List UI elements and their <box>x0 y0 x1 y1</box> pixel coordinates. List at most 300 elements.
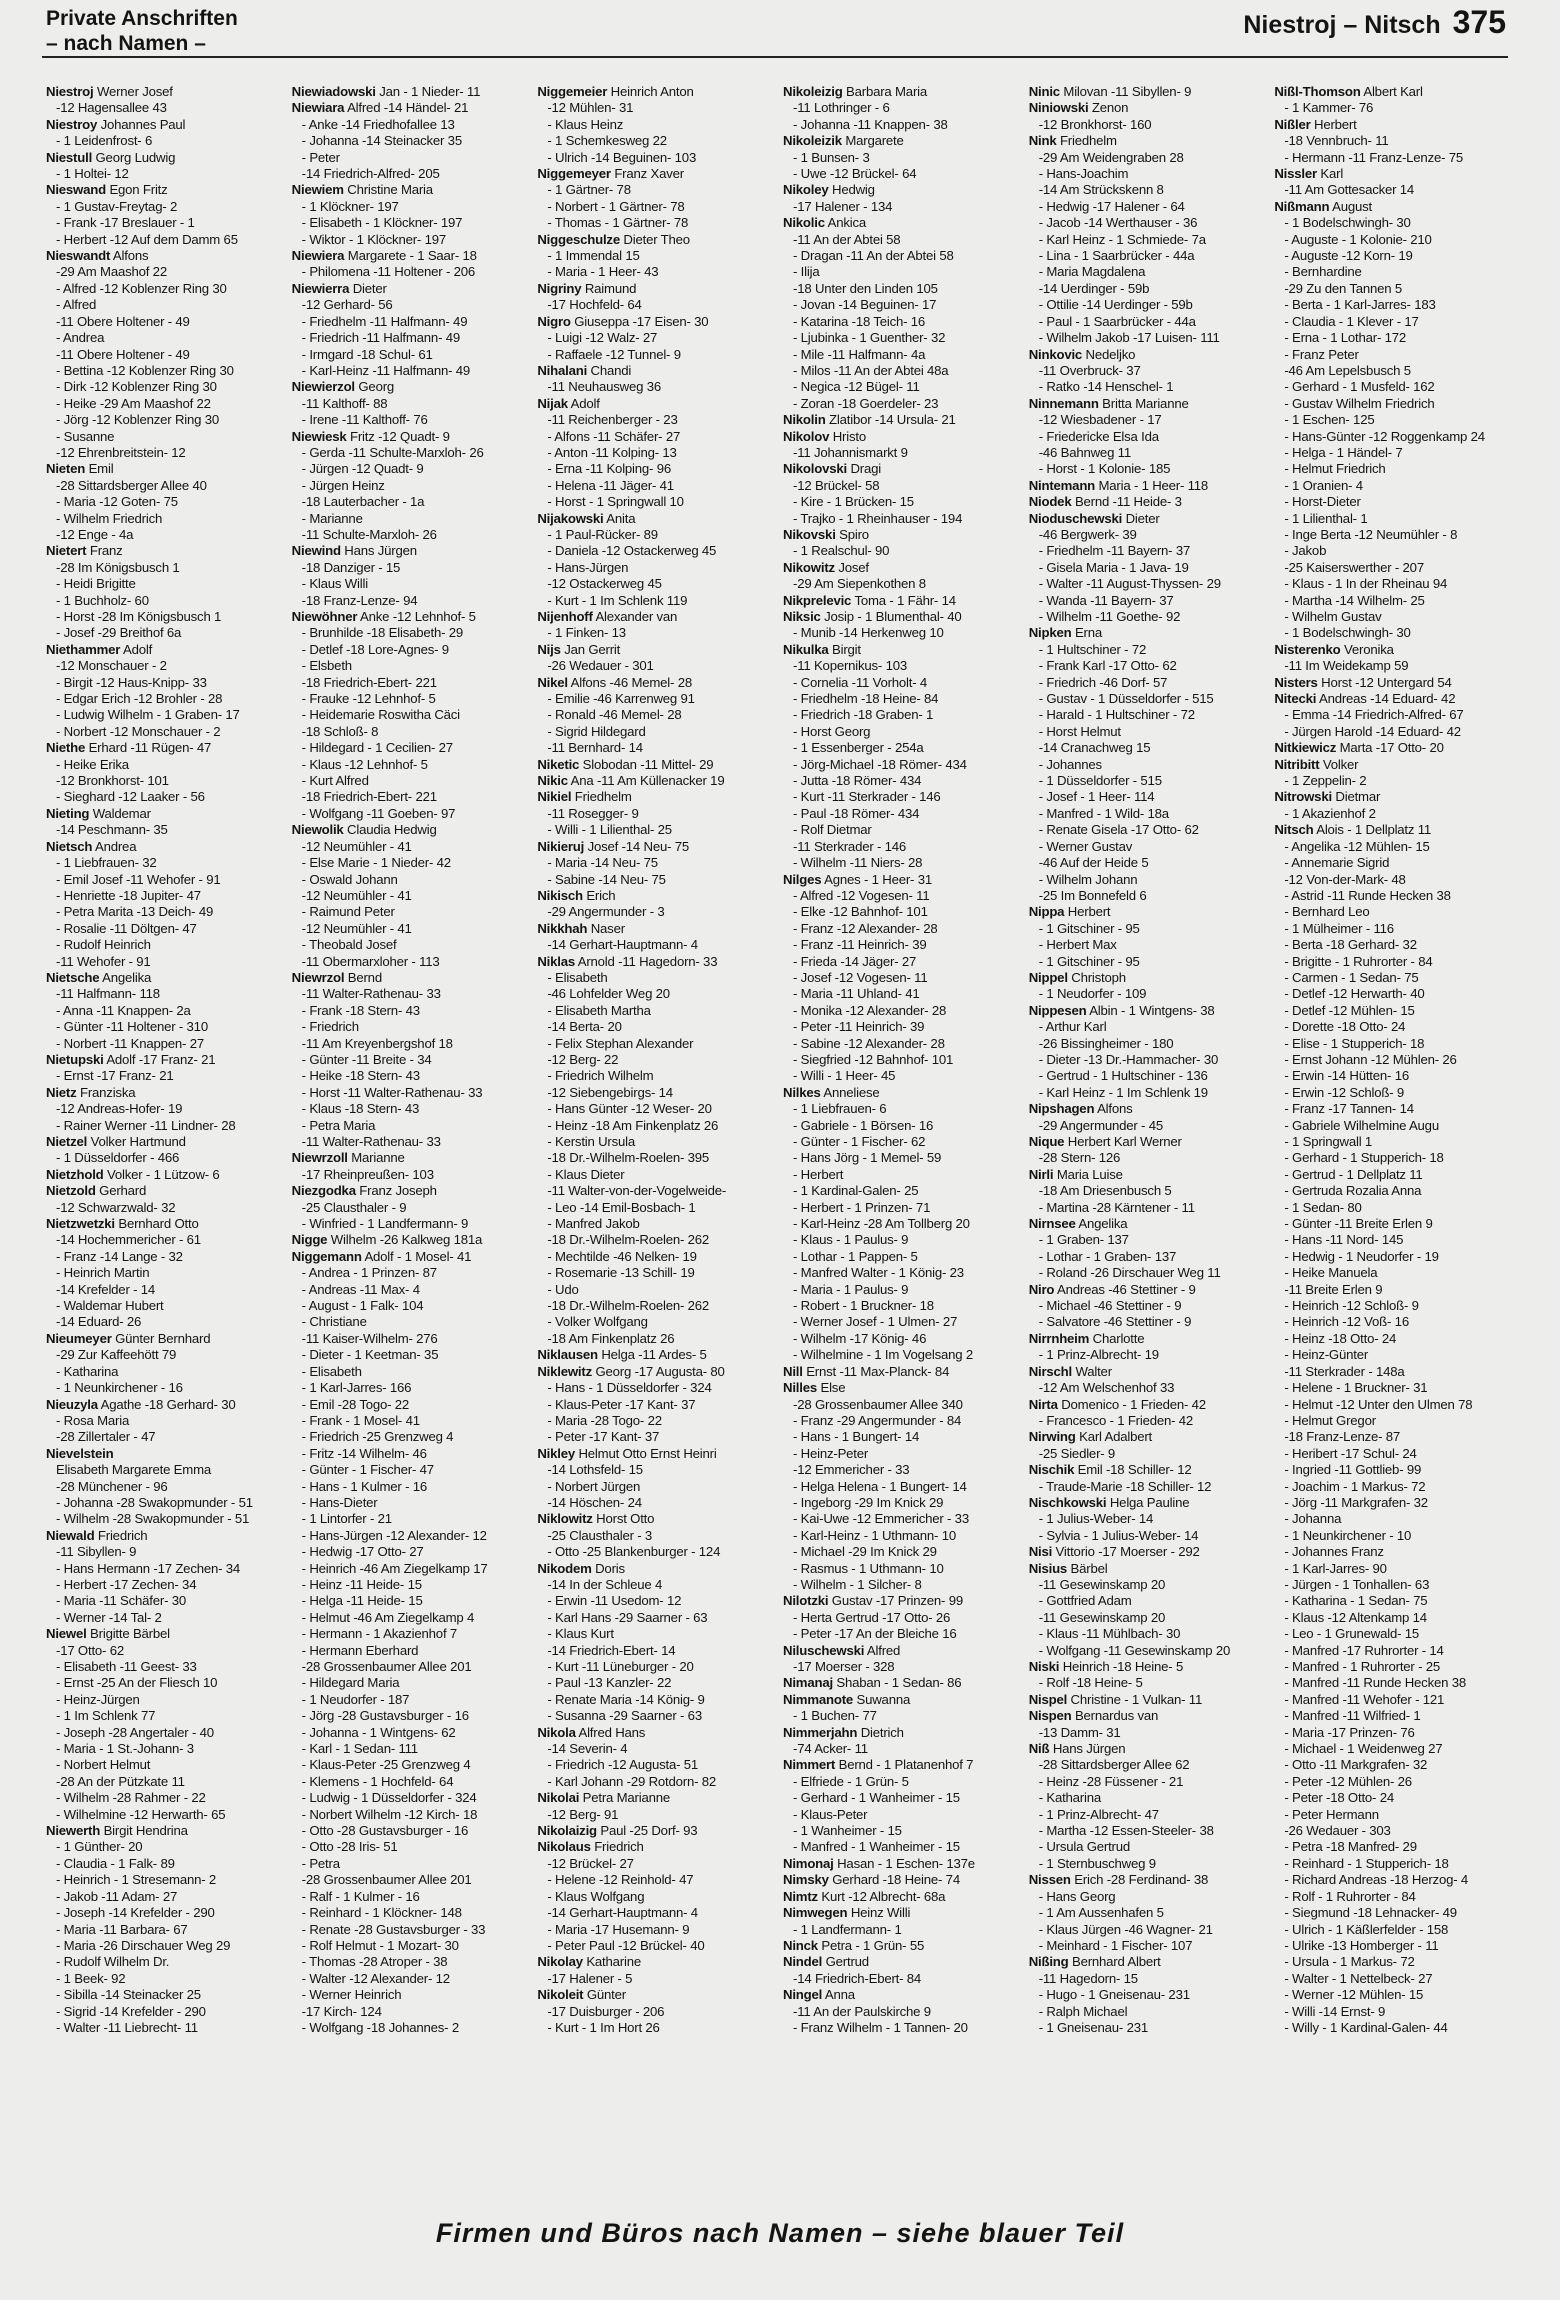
directory-entry <box>292 429 530 544</box>
entry-line: - Heidi Brigitte <box>56 576 136 592</box>
entry-line: - Roland -26 Dirschauer Weg 11 <box>1038 1265 1221 1281</box>
entry-line: - Hans-Joachim <box>1038 166 1129 182</box>
entry-head <box>537 232 775 248</box>
entry-text: Georg Ludwig <box>95 149 176 165</box>
entry-line: - 1 Neudorfer - 109 <box>1038 986 1147 1002</box>
directory-entry <box>537 1954 775 1987</box>
entry-text: Milovan -11 Sibyllen- 9 <box>1063 84 1192 99</box>
entry-head <box>46 1167 284 1183</box>
entry-line: - Peter <box>301 149 340 165</box>
entry-line: -11 Obere Holtener - 49 <box>56 346 190 362</box>
directory-entry <box>1029 1561 1267 1659</box>
entry-line: - Franz -17 Tannen- 14 <box>1284 1101 1414 1117</box>
surname: Nink <box>1028 133 1057 149</box>
directory-entry <box>1029 1397 1267 1430</box>
directory-entry <box>46 248 284 461</box>
entry-text: Jan Gerrit <box>564 641 621 657</box>
directory-entry <box>1029 970 1267 1003</box>
entry-line: - Werner Gustav <box>1038 838 1133 854</box>
entry-text: Ankica <box>827 215 866 231</box>
entry-line: - Monika -12 Alexander- 28 <box>793 1002 947 1018</box>
entry-line: - Hans Jörg - 1 Memel- 59 <box>793 1150 942 1166</box>
surname: Nißing <box>1028 1954 1069 1970</box>
entry-text: Petra Marianne <box>582 1790 671 1806</box>
entry-text: Margarete - 1 Saar- 18 <box>347 248 477 264</box>
directory-column <box>46 84 284 2194</box>
entry-line: - Wilhelm -17 König- 46 <box>793 1330 927 1346</box>
entry-text: Bernhard Otto <box>118 1216 199 1232</box>
entry-line: - Inge Berta -12 Neumühler - 8 <box>1284 526 1458 542</box>
entry-line: - Oswald Johann <box>301 871 398 887</box>
entry-line: - Gerhard - 1 Musfeld- 162 <box>1284 379 1435 395</box>
directory-entry <box>783 412 1021 428</box>
entry-line: - Horst - 1 Springwall 10 <box>547 494 684 510</box>
surname: Nieuzyla <box>46 1396 98 1412</box>
entry-text: Werner Josef <box>96 84 173 99</box>
entry-text: Günter Bernhard <box>115 1330 211 1346</box>
directory-column <box>783 84 1021 2194</box>
surname: Niklewitz <box>537 1363 592 1379</box>
entry-head <box>292 822 530 838</box>
entry-head <box>783 1987 1021 2003</box>
directory-entry <box>292 1150 530 1183</box>
entry-text: Dieter Theo <box>623 231 690 247</box>
entry-line: - Dieter -13 Dr.-Hammacher- 30 <box>1038 1051 1219 1067</box>
entry-head <box>537 1561 775 1577</box>
entry-text: Suwanna <box>856 1691 911 1707</box>
surname: Nikieruj <box>537 838 585 854</box>
entry-line: -28 Münchener - 96 <box>56 1478 168 1494</box>
entry-line: - Hans - 1 Bungert- 14 <box>793 1429 920 1445</box>
entry-line: - Jovan -14 Beguinen- 17 <box>793 297 937 313</box>
entry-line: - Claudia - 1 Klever - 17 <box>1284 313 1419 329</box>
entry-text: Nedeljko <box>1085 346 1136 362</box>
directory-entry <box>537 1446 775 1512</box>
entry-line: - Karl Heinz - 1 Im Schlenk 19 <box>1038 1084 1208 1100</box>
page-section-heading <box>46 6 238 56</box>
surname: Niksic <box>783 609 821 624</box>
entry-line: - 1 Klöckner- 197 <box>301 198 399 214</box>
entry-head <box>46 1446 284 1462</box>
directory-entry <box>783 461 1021 527</box>
entry-head <box>1029 1561 1267 1577</box>
entry-line: -18 Dr.-Wilhelm-Roelen- 395 <box>547 1150 710 1166</box>
surname: Nitsch <box>1274 822 1314 838</box>
entry-line: -29 Zu den Tannen 5 <box>1284 280 1403 296</box>
entry-line: -17 Halener - 134 <box>793 198 893 214</box>
entry-line: -12 Neumühler - 41 <box>301 920 412 936</box>
entry-line: - Klaus Willi <box>301 576 368 592</box>
entry-line: - Annemarie Sigrid <box>1284 855 1390 871</box>
entry-line: - Walter -11 August-Thyssen- 29 <box>1038 576 1221 592</box>
entry-line: - 1 Buchen- 77 <box>793 1708 877 1724</box>
entry-line: - Friedrich -18 Graben- 1 <box>793 707 934 723</box>
entry-head <box>46 1216 284 1232</box>
entry-line: -14 Friedrich-Ebert- 84 <box>793 1970 922 1986</box>
directory-entry <box>537 363 775 396</box>
entry-line: - 1 Holtei- 12 <box>56 166 129 182</box>
entry-line: - Astrid -11 Runde Hecken 38 <box>1284 887 1451 903</box>
footer-note: Firmen und Büros nach Namen – siehe blauer Teil <box>435 2218 1125 2248</box>
entry-line: -12 Berg- 22 <box>547 1051 619 1067</box>
entry-line: - Leo - 1 Grunewald- 15 <box>1284 1626 1420 1642</box>
entry-line: - Gerda -11 Schulte-Marxloh- 26 <box>301 444 484 460</box>
entry-text: Gertrud <box>825 1954 869 1970</box>
entry-text: Alfred -14 Händel- 21 <box>347 100 469 116</box>
entry-head <box>537 839 775 855</box>
entry-line: - Herta Gertrud -17 Otto- 26 <box>793 1609 951 1625</box>
directory-entry <box>537 1561 775 1725</box>
entry-line: - Joachim - 1 Markus- 72 <box>1284 1478 1426 1494</box>
entry-line: -14 Hochemmericher - 61 <box>56 1232 201 1248</box>
entry-line: -12 Von-der-Mark- 48 <box>1284 871 1406 887</box>
entry-line: - 1 Wanheimer - 15 <box>793 1823 902 1839</box>
entry-line: - Josef - 1 Heer- 114 <box>1038 789 1155 805</box>
entry-line: - Norbert Wilhelm -12 Kirch- 18 <box>301 1806 478 1822</box>
entry-line: - Erwin -14 Hütten- 16 <box>1284 1068 1409 1084</box>
entry-text: Alfons <box>112 248 149 264</box>
entry-head <box>537 1364 775 1380</box>
entry-line: - Friedrich -11 Halfmann- 49 <box>301 330 460 346</box>
entry-line: -11 Johannismarkt 9 <box>793 444 908 460</box>
entry-head <box>537 921 775 937</box>
entry-line: -18 Dr.-Wilhelm-Roelen- 262 <box>547 1298 710 1314</box>
surname: Nikulka <box>783 641 829 657</box>
entry-line: - Wolfgang -11 Gesewinskamp 20 <box>1038 1642 1231 1658</box>
entry-line: -28 Grossenbaumer Allee 340 <box>793 1396 963 1412</box>
entry-line: - Wilhelm Gustav <box>1284 609 1382 624</box>
entry-line: - Andrea - 1 Prinzen- 87 <box>301 1265 437 1281</box>
entry-head <box>1029 511 1267 527</box>
entry-text: Claudia Hedwig <box>347 822 437 838</box>
directory-entry <box>1274 642 1512 675</box>
entry-head <box>1029 133 1267 149</box>
surname: Nikolov <box>783 428 830 444</box>
entry-line: - Maria -11 Barbara- 67 <box>56 1921 188 1937</box>
entry-text: Bernardus van <box>1074 1708 1159 1724</box>
entry-line: - Peter -17 Kant- 37 <box>547 1429 660 1445</box>
directory-entry <box>537 1364 775 1446</box>
entry-line: - Martha -14 Wilhelm- 25 <box>1284 592 1425 608</box>
directory-entry <box>46 1528 284 1626</box>
surname: Nitribitt <box>1274 756 1320 772</box>
directory-entry <box>46 1134 284 1167</box>
surname: Nikolin <box>783 412 826 428</box>
entry-line: - Hans Hermann -17 Zechen- 34 <box>56 1560 241 1576</box>
entry-line: -18 Friedrich-Ebert- 221 <box>301 674 437 690</box>
entry-head <box>1029 494 1267 510</box>
directory-entry <box>783 1725 1021 1758</box>
entry-line: -28 Im Königsbusch 1 <box>56 559 180 575</box>
entry-text: Doris <box>595 1560 625 1576</box>
directory-entry <box>537 675 775 757</box>
surname: Nimwegen <box>783 1905 848 1921</box>
entry-line: -14 Krefelder - 14 <box>56 1281 156 1297</box>
entry-line: - Gabriele - 1 Börsen- 16 <box>793 1117 934 1133</box>
entry-head <box>1274 84 1512 100</box>
directory-entry <box>292 822 530 970</box>
entry-line: - Klaus Dieter <box>547 1166 625 1182</box>
entry-line: - Helmut -12 Unter den Ulmen 78 <box>1284 1396 1473 1412</box>
entry-head <box>46 642 284 658</box>
entry-text: Heinz Willi <box>850 1905 911 1921</box>
surname: Nijenhoff <box>537 609 593 624</box>
entry-line: -12 Ehrenbreitstein- 12 <box>56 444 186 460</box>
entry-line: - Jörg -28 Gustavsburger - 16 <box>301 1708 469 1724</box>
entry-line: - Walter -11 Liebrecht- 11 <box>56 2019 198 2035</box>
entry-head <box>1029 1101 1267 1117</box>
entry-line: - 1 Landfermann- 1 <box>793 1921 902 1937</box>
directory-entry <box>537 84 775 166</box>
surname: Nispel <box>1028 1691 1068 1707</box>
entry-line: -14 Lothsfeld- 15 <box>547 1462 643 1478</box>
directory-entry <box>46 1052 284 1085</box>
entry-text: Dragi <box>850 461 881 477</box>
entry-text: Adolf <box>570 395 600 411</box>
entry-head <box>46 1052 284 1068</box>
surname: Nieten <box>46 461 86 477</box>
entry-line: - Kurt -11 Lüneburger - 20 <box>547 1659 694 1674</box>
directory-entry <box>1274 757 1512 790</box>
surname: Niski <box>1028 1659 1060 1674</box>
entry-text: Heinrich Anton <box>610 84 694 99</box>
entry-line: - Berta -18 Gerhard- 32 <box>1284 937 1417 953</box>
entry-line: - Heinrich Martin <box>56 1265 150 1281</box>
entry-line: - Renate -28 Gustavsburger - 33 <box>301 1921 486 1937</box>
entry-head <box>46 1528 284 1544</box>
entry-line: -11 Walter-Rathenau- 33 <box>301 1134 441 1149</box>
surname: Nimmert <box>783 1757 836 1773</box>
directory-entry <box>1029 625 1267 904</box>
entry-text: Anke -12 Lehnhof- 5 <box>360 609 476 624</box>
entry-line: - Fritz -14 Wilhelm- 46 <box>301 1445 427 1461</box>
entry-line: - Dorette -18 Otto- 24 <box>1284 1019 1406 1035</box>
entry-head <box>292 1249 530 1265</box>
entry-text: Petra - 1 Grün- 55 <box>821 1937 925 1953</box>
header-divider <box>42 56 1508 58</box>
entry-line: -14 Höschen- 24 <box>547 1494 642 1510</box>
entry-line: - Johanna - 1 Wintgens- 62 <box>301 1724 456 1740</box>
entry-line: - Ottilie -14 Uerdinger - 59b <box>1038 297 1193 313</box>
entry-line: - Daniela -12 Ostackerweg 45 <box>547 543 717 559</box>
directory-entry <box>46 1167 284 1183</box>
entry-line: - Manfred - 1 Wild- 18a <box>1038 805 1169 821</box>
directory-entry <box>292 1232 530 1248</box>
directory-entry <box>46 970 284 1052</box>
entry-line: - Klaus Jürgen -46 Wagner- 21 <box>1038 1921 1213 1937</box>
entry-line: - Friedhelm -11 Bayern- 37 <box>1038 543 1191 559</box>
entry-line: - Frieda -14 Jäger- 27 <box>793 953 917 969</box>
entry-line: - Hildegard - 1 Cecilien- 27 <box>301 740 453 756</box>
directory-entry <box>292 1183 530 1232</box>
entry-line: - Wilhelm -28 Rahmer - 22 <box>56 1790 206 1806</box>
entry-line: - Karl Hans -29 Saarner - 63 <box>547 1609 708 1625</box>
entry-line: - Rolf - 1 Ruhrorter - 84 <box>1284 1888 1416 1904</box>
entry-line: - Helmut Gregor <box>1284 1412 1376 1428</box>
entry-line: - Gertrud - 1 Hultschiner - 136 <box>1038 1068 1208 1084</box>
entry-line: -11 Sterkrader - 146 <box>793 838 907 854</box>
surname: Nioduschewski <box>1028 510 1123 526</box>
entry-line: - 1 Realschul- 90 <box>793 543 890 559</box>
entry-line: - Peter -17 An der Bleiche 16 <box>793 1626 957 1642</box>
entry-line: - Gisela Maria - 1 Java- 19 <box>1038 559 1189 575</box>
surname: Nisi <box>1028 1544 1053 1560</box>
entry-line: - Heinz-Günter <box>1284 1347 1369 1363</box>
directory-entry <box>537 314 775 363</box>
surname: Ninnemann <box>1028 395 1099 411</box>
directory-entry <box>537 166 775 232</box>
entry-line: - Kurt Alfred <box>301 773 369 789</box>
entry-text: Karl <box>1320 166 1344 182</box>
entry-line: - Milos -11 An der Abtei 48a <box>793 362 949 378</box>
directory-entry <box>1029 1364 1267 1397</box>
entry-line: - Petra -18 Manfred- 29 <box>1284 1839 1417 1855</box>
entry-text: Christoph <box>1071 969 1126 985</box>
entry-line: -14 Am Strückskenn 8 <box>1038 182 1164 198</box>
entry-line: - 1 Neunkirchener - 10 <box>1284 1527 1412 1543</box>
directory-entry <box>46 839 284 970</box>
directory-entry <box>537 839 775 888</box>
entry-head <box>537 1446 775 1462</box>
entry-line: - Claudia - 1 Falk- 89 <box>56 1855 175 1871</box>
entry-line: -11 Breite Erlen 9 <box>1284 1281 1383 1297</box>
entry-text: Arnold -11 Hagedorn- 33 <box>577 953 718 969</box>
entry-line: - Heinz -11 Heide- 15 <box>301 1576 422 1592</box>
entry-head <box>1274 691 1512 707</box>
entry-head <box>46 1823 284 1839</box>
entry-head <box>46 839 284 855</box>
entry-head <box>783 215 1021 231</box>
entry-text: Emil <box>88 461 114 477</box>
entry-head <box>292 1150 530 1166</box>
entry-head <box>1029 1692 1267 1708</box>
entry-line: - Wiktor - 1 Klöckner- 197 <box>301 231 446 247</box>
entry-text: Egon Fritz <box>109 182 168 198</box>
entry-line: - Detlef -18 Lore-Agnes- 9 <box>301 641 449 657</box>
entry-line: - Ralph Michael <box>1038 2003 1128 2019</box>
entry-line: - Friedrich -12 Augusta- 51 <box>547 1757 699 1773</box>
directory-entry <box>1029 84 1267 100</box>
entry-line: - Rudolf Wilhelm Dr. <box>56 1954 170 1970</box>
entry-head <box>292 1232 530 1248</box>
entry-line: -18 Schloß- 8 <box>301 723 379 739</box>
entry-head <box>783 412 1021 428</box>
entry-text: Erich <box>586 887 616 903</box>
directory-entry <box>1029 1544 1267 1560</box>
entry-line: - Helene -12 Reinhold- 47 <box>547 1872 694 1888</box>
entry-line: -11 An der Paulskirche 9 <box>793 2003 931 2019</box>
surname: Nisters <box>1274 674 1318 690</box>
entry-text: Marta -17 Otto- 20 <box>1339 740 1444 756</box>
entry-line: - Horst Georg <box>793 723 871 739</box>
entry-line: - Jürgen -12 Quadt- 9 <box>301 461 424 477</box>
entry-line: - Siegmund -18 Lehnacker- 49 <box>1284 1905 1457 1921</box>
entry-line: - 1 Essenberger - 254a <box>793 740 924 756</box>
entry-line: -11 Rosegger- 9 <box>547 805 639 821</box>
entry-line: -11 Reichenberger - 23 <box>547 412 678 428</box>
entry-head <box>783 429 1021 445</box>
entry-line: - Elise - 1 Stupperich- 18 <box>1284 1035 1425 1051</box>
entry-head <box>1029 1659 1267 1675</box>
entry-line: - Emilie -46 Karrenweg 91 <box>547 691 695 707</box>
entry-text: Brigitte Bärbel <box>90 1626 170 1642</box>
entry-line: -11 Gesewinskamp 20 <box>1038 1609 1166 1625</box>
entry-head <box>1029 100 1267 116</box>
entry-line: -18 Franz-Lenze- 94 <box>301 592 418 608</box>
entry-line: - 1 Lilienthal- 1 <box>1284 510 1368 526</box>
directory-entry <box>1274 822 1512 2036</box>
entry-text: Birgit <box>832 641 861 657</box>
entry-line: -12 Brückel- 58 <box>793 477 880 493</box>
entry-head <box>537 1790 775 1806</box>
section-subtitle: – nach Namen – <box>46 32 206 55</box>
surname: Nieswand <box>46 182 106 198</box>
entry-text: Gustav -17 Prinzen- 99 <box>831 1593 963 1609</box>
entry-line: - Ernst -17 Franz- 21 <box>56 1068 174 1084</box>
entry-line: -28 Sittardsberger Allee 62 <box>1038 1757 1190 1773</box>
directory-entry <box>46 1823 284 2036</box>
entry-line: -18 Lauterbacher - 1a <box>301 494 425 510</box>
entry-line: - Jörg -12 Koblenzer Ring 30 <box>56 412 219 428</box>
entry-line: - Ilija <box>793 264 820 280</box>
entry-line: - Karl-Heinz - 1 Uthmann- 10 <box>793 1527 956 1543</box>
entry-head <box>1029 1364 1267 1380</box>
directory-entry <box>292 1249 530 2037</box>
entry-head <box>1029 970 1267 986</box>
entry-head <box>537 1954 775 1970</box>
entry-line: - Manfred -17 Ruhrorter - 14 <box>1284 1642 1444 1658</box>
entry-line: - Otto -28 Iris- 51 <box>301 1839 398 1855</box>
entry-line: - Klaus -12 Altenkamp 14 <box>1284 1609 1427 1625</box>
surname: Nilotzki <box>783 1593 829 1609</box>
entry-line: - Norbert -11 Knappen- 27 <box>56 1035 204 1051</box>
entry-line: -12 Bronkhorst- 101 <box>56 773 169 789</box>
entry-line: - Karl Johann -29 Rotdorn- 82 <box>547 1773 717 1789</box>
surname: Nikowitz <box>783 559 835 575</box>
entry-line: - Peter Paul -12 Brückel- 40 <box>547 1937 705 1953</box>
directory-entry <box>292 100 530 182</box>
directory-entry <box>783 1954 1021 1987</box>
entry-text: Alfons -46 Memel- 28 <box>570 674 692 690</box>
entry-text: Johannes Paul <box>100 116 186 132</box>
entry-line: - Marianne <box>301 510 363 526</box>
entry-line: -11 Sibyllen- 9 <box>56 1544 137 1560</box>
entry-line: - Hildegard Maria <box>301 1675 400 1691</box>
entry-line: - Petra Marita -13 Deich- 49 <box>56 904 214 920</box>
directory-entry <box>1274 166 1512 199</box>
entry-line: - Hans-Jürgen -12 Alexander- 12 <box>301 1527 487 1543</box>
surname: Niestull <box>46 149 93 165</box>
entry-line: - Helena -11 Jäger- 41 <box>547 477 674 493</box>
directory-entry <box>1029 1282 1267 1331</box>
entry-line: - Andrea <box>56 330 105 346</box>
directory-entry <box>1029 1741 1267 1872</box>
entry-head <box>292 970 530 986</box>
entry-line: - Reinhard - 1 Stupperich- 18 <box>1284 1855 1449 1871</box>
entry-text: Helmut Otto Ernst Heinri <box>578 1445 717 1461</box>
entry-line: - 1 Kardinal-Galen- 25 <box>793 1183 919 1199</box>
entry-head <box>46 1331 284 1347</box>
surname: Nietzel <box>46 1134 88 1149</box>
entry-line: - Peter -12 Mühlen- 26 <box>1284 1773 1412 1789</box>
entry-line: -11 Sterkrader - 148a <box>1284 1363 1405 1379</box>
directory-entry <box>783 642 1021 872</box>
entry-line: - Wilhelm Jakob -17 Luisen- 111 <box>1038 330 1220 346</box>
entry-line: - Wilhelm -11 Niers- 28 <box>793 855 923 871</box>
directory-entry <box>46 461 284 543</box>
directory-entry <box>537 1987 775 2036</box>
directory-entry <box>292 182 530 248</box>
